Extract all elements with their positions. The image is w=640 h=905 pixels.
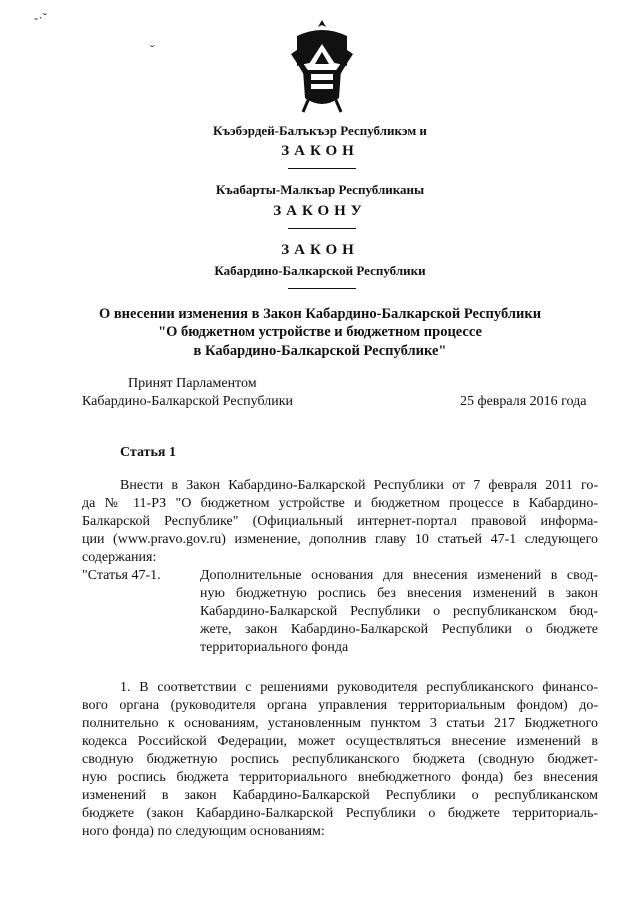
law-title-line: О внесении изменения в Закон Кабардино-Балкарской Республики bbox=[98, 306, 542, 322]
kbd-law-heading: ЗАКОН bbox=[281, 143, 359, 159]
law-title-line: в Кабардино-Балкарской Республике" bbox=[193, 343, 447, 359]
krc-law-heading: ЗАКОНУ bbox=[273, 203, 367, 219]
adoption-date: 25 февраля 2016 года bbox=[460, 394, 587, 409]
paragraph-line: содержания: bbox=[82, 550, 157, 565]
paragraph-line: ции (www.pravo.gov.ru) изменение, дополнив главу 10 статьей 47-1 следующего bbox=[82, 532, 598, 547]
quoted-article-title-line: ную бюджетную роспись без внесения изменений в закон bbox=[200, 586, 598, 601]
kbd-republic-heading: Къэбэрдей-Балъкъэр Республикэм и bbox=[213, 123, 427, 138]
divider bbox=[288, 168, 356, 169]
paragraph-line: полнительно к основаниям, установленным пунктом 3 статьи 217 Бюджетного bbox=[82, 716, 598, 731]
paragraph-line: Внести в Закон Кабардино-Балкарской Республики от 7 февраля 2011 го- bbox=[120, 478, 598, 493]
adopted-by-parliament: Кабардино-Балкарской Республики bbox=[82, 394, 293, 409]
quoted-article-title-line: Дополнительные основания для внесения изменений в свод- bbox=[200, 568, 598, 583]
quoted-article-title-line: Кабардино-Балкарской Республики о республиканском бюд- bbox=[200, 604, 598, 619]
paragraph-line: вого органа (руководителя органа управления территориальным фондом) до- bbox=[82, 698, 598, 713]
law-title-line: "О бюджетном устройстве и бюджетном процессе bbox=[158, 324, 482, 340]
divider bbox=[288, 228, 356, 229]
paragraph-line: ную роспись бюджета территориального внебюджетного фонда) без внесения bbox=[82, 770, 598, 785]
paragraph-line: 1. В соответствии с решениями руководителя республиканского финансо- bbox=[120, 680, 598, 695]
quoted-article-label: "Статья 47-1. bbox=[82, 568, 161, 583]
ru-law-heading: ЗАКОН bbox=[281, 242, 359, 258]
article-heading: Статья 1 bbox=[120, 445, 176, 460]
scan-speck: -·ˇ bbox=[34, 10, 47, 25]
paragraph-line: ного фонда) по следующим основаниям: bbox=[82, 824, 325, 839]
paragraph-line: да № 11-РЗ "О бюджетном устройстве и бюджетном процессе в Кабардино- bbox=[82, 496, 598, 511]
coat-of-arms-emblem bbox=[289, 14, 355, 114]
paragraph-line: Балкарской Республике" (Официальный интернет-портал правовой информа- bbox=[82, 514, 598, 529]
ru-republic-heading: Кабардино-Балкарской Республики bbox=[214, 263, 426, 278]
adopted-by-line: Принят Парламентом bbox=[128, 376, 257, 391]
paragraph-line: бюджете (закон Кабардино-Балкарской Республики о бюджете территориаль- bbox=[82, 806, 598, 821]
paragraph-line: изменений в закон Кабардино-Балкарской Республики о республиканском bbox=[82, 788, 598, 803]
scan-speck: ˇ bbox=[150, 42, 155, 57]
divider bbox=[288, 288, 356, 289]
krc-republic-heading: Къабарты-Малкъар Республиканы bbox=[215, 182, 425, 197]
quoted-article-title-line: территориального фонда bbox=[200, 640, 349, 655]
quoted-article-title-line: жете, закон Кабардино-Балкарской Республики о бюджете bbox=[200, 622, 598, 637]
paragraph-line: сводную бюджетную роспись республиканского бюджета (сводную бюджет- bbox=[82, 752, 598, 767]
paragraph-line: кодекса Российской Федерации, может осуществляться внесение изменений в bbox=[82, 734, 598, 749]
